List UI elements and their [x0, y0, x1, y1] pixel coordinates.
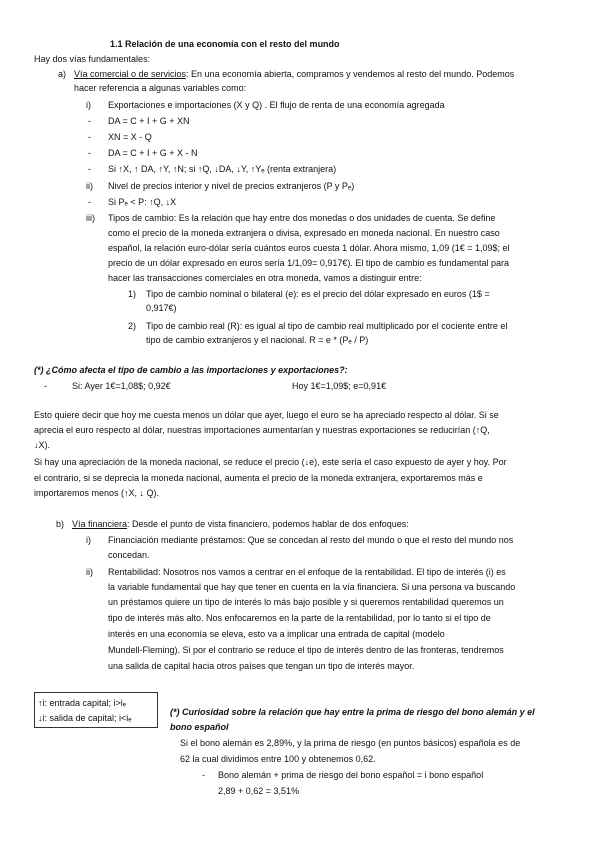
formula-xn: XN = X - Q: [108, 132, 152, 142]
b-item-ii-line-2: la variable fundamental que hay que tener en cuenta en la vía financiera. Si una persona va buscando: [108, 582, 516, 592]
b-item-ii-line-3: un préstamos quiere un tipo de interés lo más bajo posible y si queremos rentabilidad queremos un: [108, 597, 504, 607]
dash-mark: -: [44, 381, 47, 391]
b-item-ii-line-4: tipo de interés más alto. Nos enfocaremos en la parte de la rentabilidad, por lo tanto si el tipo de: [108, 613, 491, 623]
dash-mark: -: [88, 164, 91, 174]
item-iii-line-2: como el precio de la moneda extranjera o divisa, expresado en moneda nacional. En nuestro caso: [108, 228, 500, 238]
item-i-marker: i): [86, 100, 91, 110]
b-item-ii-marker: ii): [86, 567, 93, 577]
section-b-line: [72, 518, 409, 530]
sub-1-line-2: 0,917€): [146, 303, 177, 313]
section-b-marker: b): [56, 519, 65, 529]
formula-prices: Si Pₑ < P: ↑Q, ↓X: [108, 197, 177, 207]
item-iii-marker: iii): [86, 213, 95, 223]
curiosity-text-2: 62 la cual dividimos entre 100 y obtenemos 0,62.: [180, 754, 376, 764]
question-prefix: (*): [34, 365, 44, 375]
exchange-yesterday: Si: Ayer 1€=1,08$; 0,92€: [72, 381, 171, 391]
sub-2-marker: 2): [128, 321, 137, 331]
page-title: 1.1 Relación de una economía con el resto del mundo: [110, 39, 340, 49]
section-a-text-2: hacer referencia a algunas variables como:: [74, 83, 247, 93]
question-text: ¿Cómo afecta el tipo de cambio a las importaciones y exportaciones?:: [46, 365, 348, 375]
curiosity-formula: Bono alemán + prima de riesgo del bono español = i bono español: [218, 770, 484, 780]
item-iii-line-5: hacer las transacciones comerciales en otra moneda, vamos a distinguir entre:: [108, 273, 422, 283]
dash-mark: -: [88, 132, 91, 142]
intro-text: Hay dos vías fundamentales:: [34, 54, 151, 64]
formula-da-expanded: DA = C + I + G + X - N: [108, 148, 198, 158]
dash-mark: -: [88, 116, 91, 126]
b-item-ii-line-7: una salida de capital hacia otros países que tengan un tipo de interés mayor.: [108, 661, 415, 671]
b-item-i-line-1: Financiación mediante préstamos: Que se concedan al resto del mundo o que el resto del mundo nos: [108, 535, 514, 545]
item-iii-line-1: Tipos de cambio: Es la relación que hay entre dos monedas o dos unidades de cuenta. Se define: [108, 213, 496, 223]
b-item-i-line-2: concedan.: [108, 550, 150, 560]
dash-mark: -: [202, 770, 205, 780]
b-item-ii-line-6: Mundell-Fleming). Si por el contrario se reduce el tipo de interés dentro de las fronteras, tendremos: [108, 645, 504, 655]
dash-mark: -: [88, 148, 91, 158]
b-item-ii-line-1: Rentabilidad: Nosotros nos vamos a centrar en el enfoque de la rentabilidad. El tipo de interés (i) es: [108, 567, 506, 577]
formula-da: DA = C + I + G + XN: [108, 116, 190, 126]
section-a-line-1: [74, 68, 514, 80]
para-1-line-3: ↓X).: [34, 440, 51, 450]
section-a-text-1: : En una economía abierta, compramos y vendemos al resto del mundo. Podemos: [186, 69, 515, 79]
para-2-line-3: importaremos menos (↑X, ↓ Q).: [34, 488, 160, 498]
item-ii-text: Nivel de precios interior y nivel de precios extranjeros (P y Pₑ): [108, 181, 355, 191]
para-2-line-2: el contrario, si se deprecia la moneda nacional, aumenta el precio de la moneda extranjera, exportaremos más e: [34, 473, 483, 483]
para-2-line-1: Si hay una apreciación de la moneda nacional, se reduce el precio (↓e), este sería el caso expuesto de ayer y hoy. Por: [34, 457, 507, 467]
curiosity-title-1: (*) Curiosidad sobre la relación que hay entre la prima de riesgo del bono alemán y el: [170, 707, 535, 717]
b-item-ii-line-5: interés en una economía se eleva, esto va a implicar una entrada de capital (modelo: [108, 629, 445, 639]
para-1-line-2: aprecia el euro respecto al dólar, nuestras importaciones aumentarían y nuestras exportaciones se reducirían (↑Q,: [34, 425, 490, 435]
exchange-today: Hoy 1€=1,09$; e=0,91€: [292, 381, 387, 391]
curiosity-title-2: bono español: [170, 722, 229, 732]
item-iii-line-3: español, la relación euro-dólar sería cuántos euros cuesta 1 dólar. Ahora mismo, 1,09 (1€ = 1,09$; el: [108, 243, 510, 253]
section-b-text: : Desde el punto de vista financiero, podemos hablar de dos enfoques:: [127, 519, 409, 529]
sub-2-line-2: tipo de cambio extranjeros y el nacional. R = e * (Pₑ / P): [146, 335, 369, 345]
b-item-i-marker: i): [86, 535, 91, 545]
sub-2-line-1: Tipo de cambio real (R): es igual al tipo de cambio real multiplicado por el cociente entre el: [146, 321, 508, 331]
sub-1-marker: 1): [128, 289, 137, 299]
item-ii-marker: ii): [86, 181, 93, 191]
para-1-line-1: Esto quiere decir que hoy me cuesta menos un dólar que ayer, luego el euro se ha apreciado respecto al dólar. Si se: [34, 410, 499, 420]
curiosity-text-1: Si el bono alemán es 2,89%, y la prima de riesgo (en puntos básicos) española es de: [180, 738, 521, 748]
item-i-text: Exportaciones e importaciones (X y Q) . El flujo de renta de una economía agregada: [108, 100, 445, 110]
item-iii-line-4: precio de un dólar expresado en euros sería 1/1,09= 0,917€). El tipo de cambio es fundamental para: [108, 258, 510, 268]
section-a-heading: Vía comercial o de servicios: [74, 69, 187, 79]
interest-box-line-2: ↓i: salida de capital; i<iₑ: [38, 713, 132, 723]
curiosity-result: 2,89 + 0,62 = 3,51%: [218, 786, 300, 796]
dash-mark: -: [88, 197, 91, 207]
sub-1-line-1: Tipo de cambio nominal o bilateral (e): es el precio del dólar expresado en euros (1$ =: [146, 289, 490, 299]
section-b-heading: Vía financiera: [72, 519, 128, 529]
question-heading: [34, 364, 348, 376]
interest-box-line-1: ↑i: entrada capital; i>iₑ: [38, 698, 127, 708]
section-a-marker: a): [58, 69, 67, 79]
formula-effects: Si ↑X, ↑ DA, ↑Y, ↑N; si ↑Q, ↓DA, ↓Y, ↑Yₑ (renta extranjera): [108, 164, 337, 174]
